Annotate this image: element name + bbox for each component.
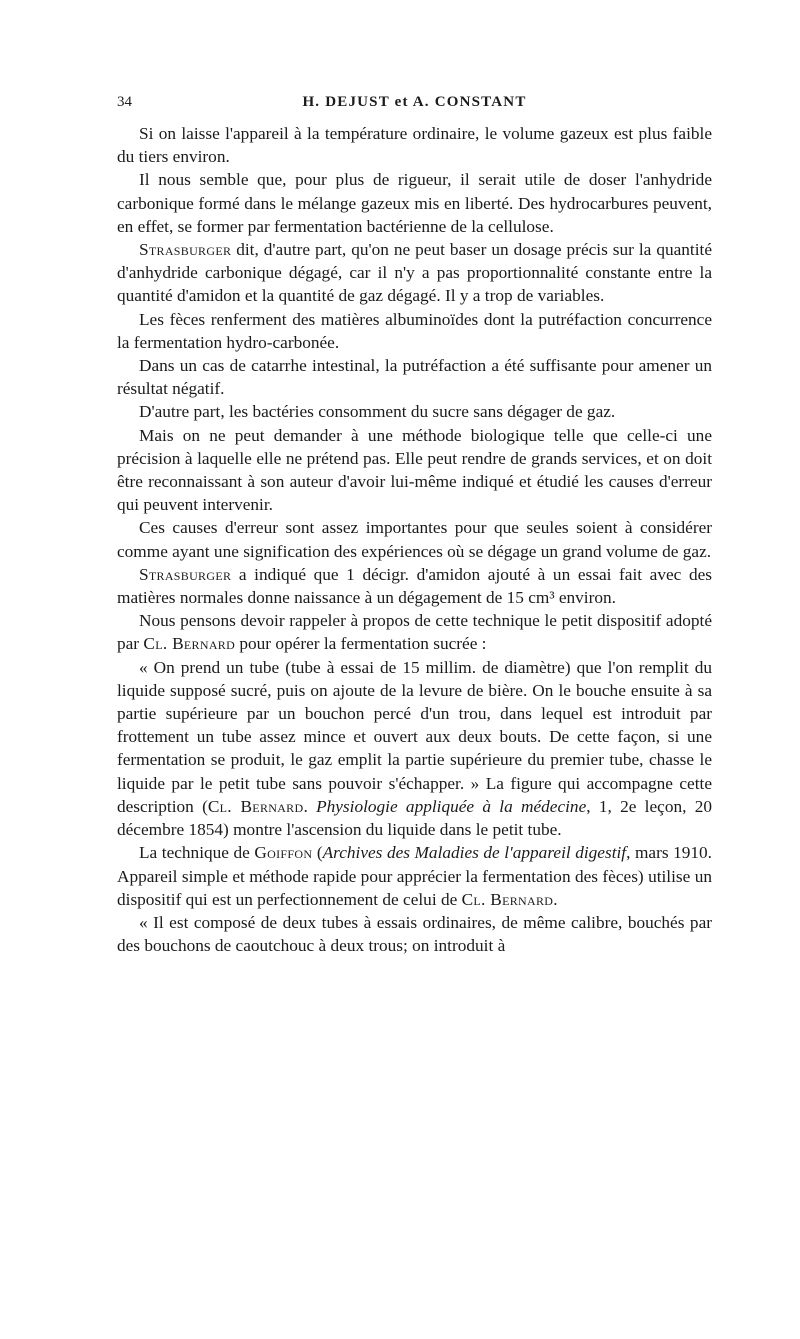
- paragraph-13: « Il est composé de deux tubes à essais ordinaires, de même calibre, bouchés par des bouchons de caoutchouc à deux trous; on introduit à: [117, 912, 712, 956]
- author-name: Cl. Bernard: [143, 634, 236, 654]
- running-head: H. DEJUST et A. CONSTANT: [302, 94, 527, 110]
- paragraph-4: Les fèces renferment des matières albuminoïdes dont la putréfaction concurrence la fermentation hydro-carbonée.: [117, 309, 712, 352]
- cited-title: Archives des Maladies de l'appareil digestif: [322, 843, 627, 863]
- author-name: Strasburger: [139, 564, 232, 584]
- paragraph-7: Mais on ne peut demander à une méthode biologique telle que celle-ci une précision à laquelle elle ne prétend pas. Elle peut rendre de grands services, et on doit être reconnaissant à son auteur d'avoir lui-même indiqué et étudié les causes d'erreur qui peuvent intervenir.: [117, 425, 712, 515]
- body-text: [117, 122, 712, 957]
- page-number: 34: [117, 94, 132, 110]
- author-name: Cl. Bernard: [461, 889, 554, 909]
- paragraph-10: Nous pensons devoir rappeler à propos de cette technique le petit dispositif adopté par Cl. Bernard pour opérer la fermentation sucrée :: [117, 611, 712, 654]
- author-name: Goiffon: [254, 843, 313, 863]
- paragraph-6: D'autre part, les bactéries consomment du sucre sans dégager de gaz.: [139, 402, 616, 422]
- paragraph-1: Si on laisse l'appareil à la température ordinaire, le volume gazeux est plus faible du tiers environ.: [117, 124, 712, 167]
- document-page: [117, 92, 712, 957]
- paragraph-2: Il nous semble que, pour plus de rigueur, il serait utile de doser l'anhydride carbonique formé dans le mélange gazeux mis en liberté. Des hydrocarbures peuvent, en effet, se former par fermentation bactérienne de la cellulose.: [117, 170, 712, 236]
- author-name: Strasburger: [139, 240, 232, 260]
- page-header: [117, 92, 712, 122]
- paragraph-11: « On prend un tube (tube à essai de 15 millim. de diamètre) que l'on remplit du liquide supposé sucré, puis on ajoute de la levure de bière. On le bouche ensuite à sa partie supérieure par un bouchon percé d'un trou, dans lequel est introduit par frottement un tube assez mince et ouvert aux deux bouts. De cette façon, si une fermentation se produit, le gaz emplit la partie supérieure du premier tube, chasse le liquide par le petit tube sans pouvoir s'échapper. » La figure qui accompagne cette description (Cl. Bernard. Physiologie appliquée à la médecine, 1, 2e leçon, 20 décembre 1854) montre l'ascension du liquide dans le petit tube.: [117, 657, 712, 840]
- paragraph-9: Strasburger a indiqué que 1 décigr. d'amidon ajouté à un essai fait avec des matières normales donne naissance à un dégagement de 15 cm³ environ.: [117, 564, 712, 608]
- paragraph-3: Strasburger dit, d'autre part, qu'on ne peut baser un dosage précis sur la quantité d'anhydride carbonique dégagé, car il n'y a pas proportionnalité constante entre la quantité d'amidon et la quantité de gaz dégagé. Il y a trop de variables.: [117, 240, 712, 306]
- author-name: Cl. Bernard: [207, 796, 304, 816]
- paragraph-5: Dans un cas de catarrhe intestinal, la putréfaction a été suffisante pour amener un résultat négatif.: [117, 356, 712, 399]
- paragraph-8: Ces causes d'erreur sont assez importantes pour que seules soient à considérer comme ayant une signification des expériences où se dégage un grand volume de gaz.: [117, 518, 712, 561]
- cited-title: Physiologie appliquée à la médecine: [316, 796, 587, 816]
- paragraph-12: La technique de Goiffon (Archives des Maladies de l'appareil digestif, mars 1910. Appareil simple et méthode rapide pour apprécier la fermentation des fèces) utilise un dispositif qui est un perfectionnement de celui de Cl. Bernard.: [117, 843, 712, 909]
